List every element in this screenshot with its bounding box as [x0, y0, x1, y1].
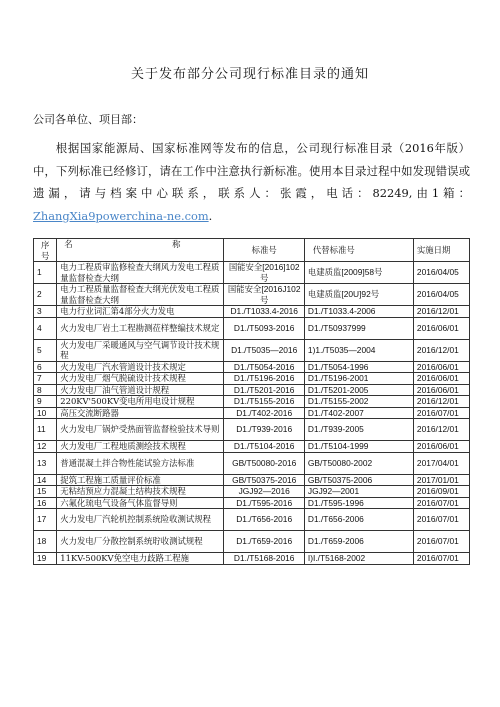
row-name: 火力发电厂汽轮机控制系统险收测试规程: [57, 509, 224, 531]
table-row: [34, 486, 470, 498]
row-name: 火力发电厂汽水管道设计技术规定: [57, 361, 224, 373]
row-index: 11: [34, 419, 57, 441]
row-name: 火力发电厂油气管道设计规程: [57, 384, 224, 396]
table-row: [34, 373, 470, 385]
row-name: 220KV'500KV变电所用电设计规程: [57, 396, 224, 408]
row-code: JGJ92—2016: [224, 486, 304, 498]
row-code: D1./T659-2016: [224, 531, 304, 553]
row-name: 火力发电厂烟气脱硫设计技术规程: [57, 373, 224, 385]
table-row: [34, 396, 470, 408]
row-name: 六氟化琉电气设备气体监督导则: [57, 497, 224, 509]
row-date: 2016/06/01: [413, 373, 469, 385]
row-code: D1./T939-2016: [224, 419, 304, 441]
row-date: 2016/04/05: [413, 262, 469, 284]
row-date: 2016/12/01: [413, 396, 469, 408]
row-replaces: D1./T50937999: [304, 317, 413, 339]
row-name: 火力发电厂采暖通风与空气调节设计技术规程: [57, 339, 224, 361]
table-row: [34, 452, 470, 474]
row-index: 5: [34, 339, 57, 361]
contact-email-link[interactable]: ZhangXia9powerchina-ne.com: [33, 208, 209, 223]
row-replaces: D1./T939-2005: [304, 419, 413, 441]
row-code: D1./T5054-2016: [224, 361, 304, 373]
row-code: D1./T5201-2016: [224, 384, 304, 396]
row-index: 6: [34, 361, 57, 373]
row-date: 2016/07/01: [413, 531, 469, 553]
row-code: D1./T5035—2016: [224, 339, 304, 361]
row-name: 火力发电厂工程地质测绘技术规程: [57, 441, 224, 453]
row-code: D1./T5196-2016: [224, 373, 304, 385]
table-row: [34, 306, 470, 318]
row-name: 火力发电厂岩土工程勘测莅样整编技术规定: [57, 317, 224, 339]
table-row: [34, 317, 470, 339]
row-code: D1./T656-2016: [224, 509, 304, 531]
row-replaces: D1./T656-2006: [304, 509, 413, 531]
row-code: 国能安全[2016J102号: [224, 284, 304, 306]
table-row: [34, 361, 470, 373]
table-row: [34, 509, 470, 531]
table-header-row: [34, 239, 470, 262]
row-date: 2017/04/01: [413, 452, 469, 474]
row-code: D1./T595-2016: [224, 497, 304, 509]
row-date: 2016/07/01: [413, 407, 469, 419]
row-code: D1./T5093-2016: [224, 317, 304, 339]
row-replaces: D1./T595-1996: [304, 497, 413, 509]
row-replaces: 电建质监[20U]92号: [304, 284, 413, 306]
row-replaces: GB/T50080-2002: [304, 452, 413, 474]
header-name: [57, 239, 224, 262]
row-index: 8: [34, 384, 57, 396]
row-replaces: D1./T5155-2002: [304, 396, 413, 408]
row-date: 2016/06/01: [413, 317, 469, 339]
row-date: 2016/07/01: [413, 553, 469, 565]
table-row: [34, 497, 470, 509]
header-date: 实施日期: [413, 239, 469, 262]
row-name: 火力发电厂锅炉受热面管监督检验技术导则: [57, 419, 224, 441]
row-date: 2016/12/01: [413, 419, 469, 441]
body-text: 根据国家能源局、国家标准网等发布的信息，公司现行标准目录（2016年版）中，下列标准已经修订，请在工作中注意执行新标准。使用本目录过程中如发现错误或遗漏，请与档案中心联系，联系人：张霞，电话：82249,由1箱：: [33, 141, 470, 200]
row-replaces: D1./T402-2007: [304, 407, 413, 419]
table-row: [34, 553, 470, 565]
salutation: 公司各单位、项目部：: [33, 113, 143, 126]
row-name: 捉筑工程施工质量评价标准: [57, 474, 224, 486]
row-date: 2017/01/01: [413, 474, 469, 486]
row-index: 3: [34, 306, 57, 318]
page-title: 关于发布部分公司现行标准目录的通知: [130, 67, 369, 82]
row-index: 10: [34, 407, 57, 419]
row-code: GB/T50375-2016: [224, 474, 304, 486]
header-code: 标准号: [224, 239, 304, 262]
row-replaces: I)I./T5168-2002: [304, 553, 413, 565]
row-name: 11KV-500KV免空电力歧路工程施: [57, 553, 224, 565]
row-replaces: D1./T5054-1996: [304, 361, 413, 373]
body-paragraph: [33, 137, 470, 227]
row-index: 14: [34, 474, 57, 486]
row-index: 7: [34, 373, 57, 385]
row-date: 2016/07/01: [413, 497, 469, 509]
row-code: D1./T5155-2016: [224, 396, 304, 408]
row-replaces: GB/T50375-2006: [304, 474, 413, 486]
row-replaces: D1./T5201-2005: [304, 384, 413, 396]
row-replaces: D1./T1033.4-2006: [304, 306, 413, 318]
row-index: 16: [34, 497, 57, 509]
row-date: 2016/09/01: [413, 486, 469, 498]
row-date: 2016/12/01: [413, 306, 469, 318]
header-name-b: 称: [172, 239, 181, 249]
row-index: 12: [34, 441, 57, 453]
row-name: 火力发电厂分散控制系统聍收测试规程: [57, 531, 224, 553]
row-date: 2016/06/01: [413, 441, 469, 453]
row-index: 13: [34, 452, 57, 474]
row-code: D1./T5104-2016: [224, 441, 304, 453]
row-name: 普通混凝土拌合物性能试验方法标准: [57, 452, 224, 474]
row-replaces: D1./T5196-2001: [304, 373, 413, 385]
row-replaces: D1./T659-2006: [304, 531, 413, 553]
row-replaces: D1./T5104-1999: [304, 441, 413, 453]
row-code: D1./T1033.4-2016: [224, 306, 304, 318]
row-name: 无粘结预应力混凝土结构技术规程: [57, 486, 224, 498]
row-code: GB/T50080-2016: [224, 452, 304, 474]
table-row: [34, 339, 470, 361]
row-date: 2016/12/01: [413, 339, 469, 361]
table-row: [34, 284, 470, 306]
header-name-a: 名: [64, 239, 73, 249]
row-replaces: 1)1./T5035—2004: [304, 339, 413, 361]
row-index: 18: [34, 531, 57, 553]
row-code: 国能安全[2016]102号: [224, 262, 304, 284]
table-row: [34, 419, 470, 441]
row-index: 15: [34, 486, 57, 498]
table-row: [34, 262, 470, 284]
table-row: [34, 531, 470, 553]
table-row: [34, 474, 470, 486]
header-index: 序号: [34, 239, 57, 262]
table-row: [34, 407, 470, 419]
row-date: 2016/07/01: [413, 509, 469, 531]
row-date: 2016/06/01: [413, 361, 469, 373]
row-index: 9: [34, 396, 57, 408]
row-replaces: 电建质监[2009]58号: [304, 262, 413, 284]
body-end: .: [208, 208, 213, 223]
table-row: [34, 441, 470, 453]
standards-table: [33, 238, 470, 565]
row-code: D1./T402-2016: [224, 407, 304, 419]
row-date: 2016/06/01: [413, 384, 469, 396]
row-index: 19: [34, 553, 57, 565]
row-index: 2: [34, 284, 57, 306]
row-index: 17: [34, 509, 57, 531]
row-name: 电力行业词汇第4部分火力发电: [57, 306, 224, 318]
row-code: D1./T5168-2016: [224, 553, 304, 565]
row-index: 4: [34, 317, 57, 339]
row-name: 电力工程质审监修检查大纲风力发电工程质量监督检查大纲: [57, 262, 224, 284]
row-name: 电力工程质量监督检查大纲光伏发电工程质量监督检查大纲: [57, 284, 224, 306]
row-replaces: JGJ92—2001: [304, 486, 413, 498]
row-name: 高压交流断路器: [57, 407, 224, 419]
header-replaces: 代替标准号: [304, 239, 413, 262]
row-index: 1: [34, 262, 57, 284]
row-date: 2016/04/05: [413, 284, 469, 306]
table-row: [34, 384, 470, 396]
